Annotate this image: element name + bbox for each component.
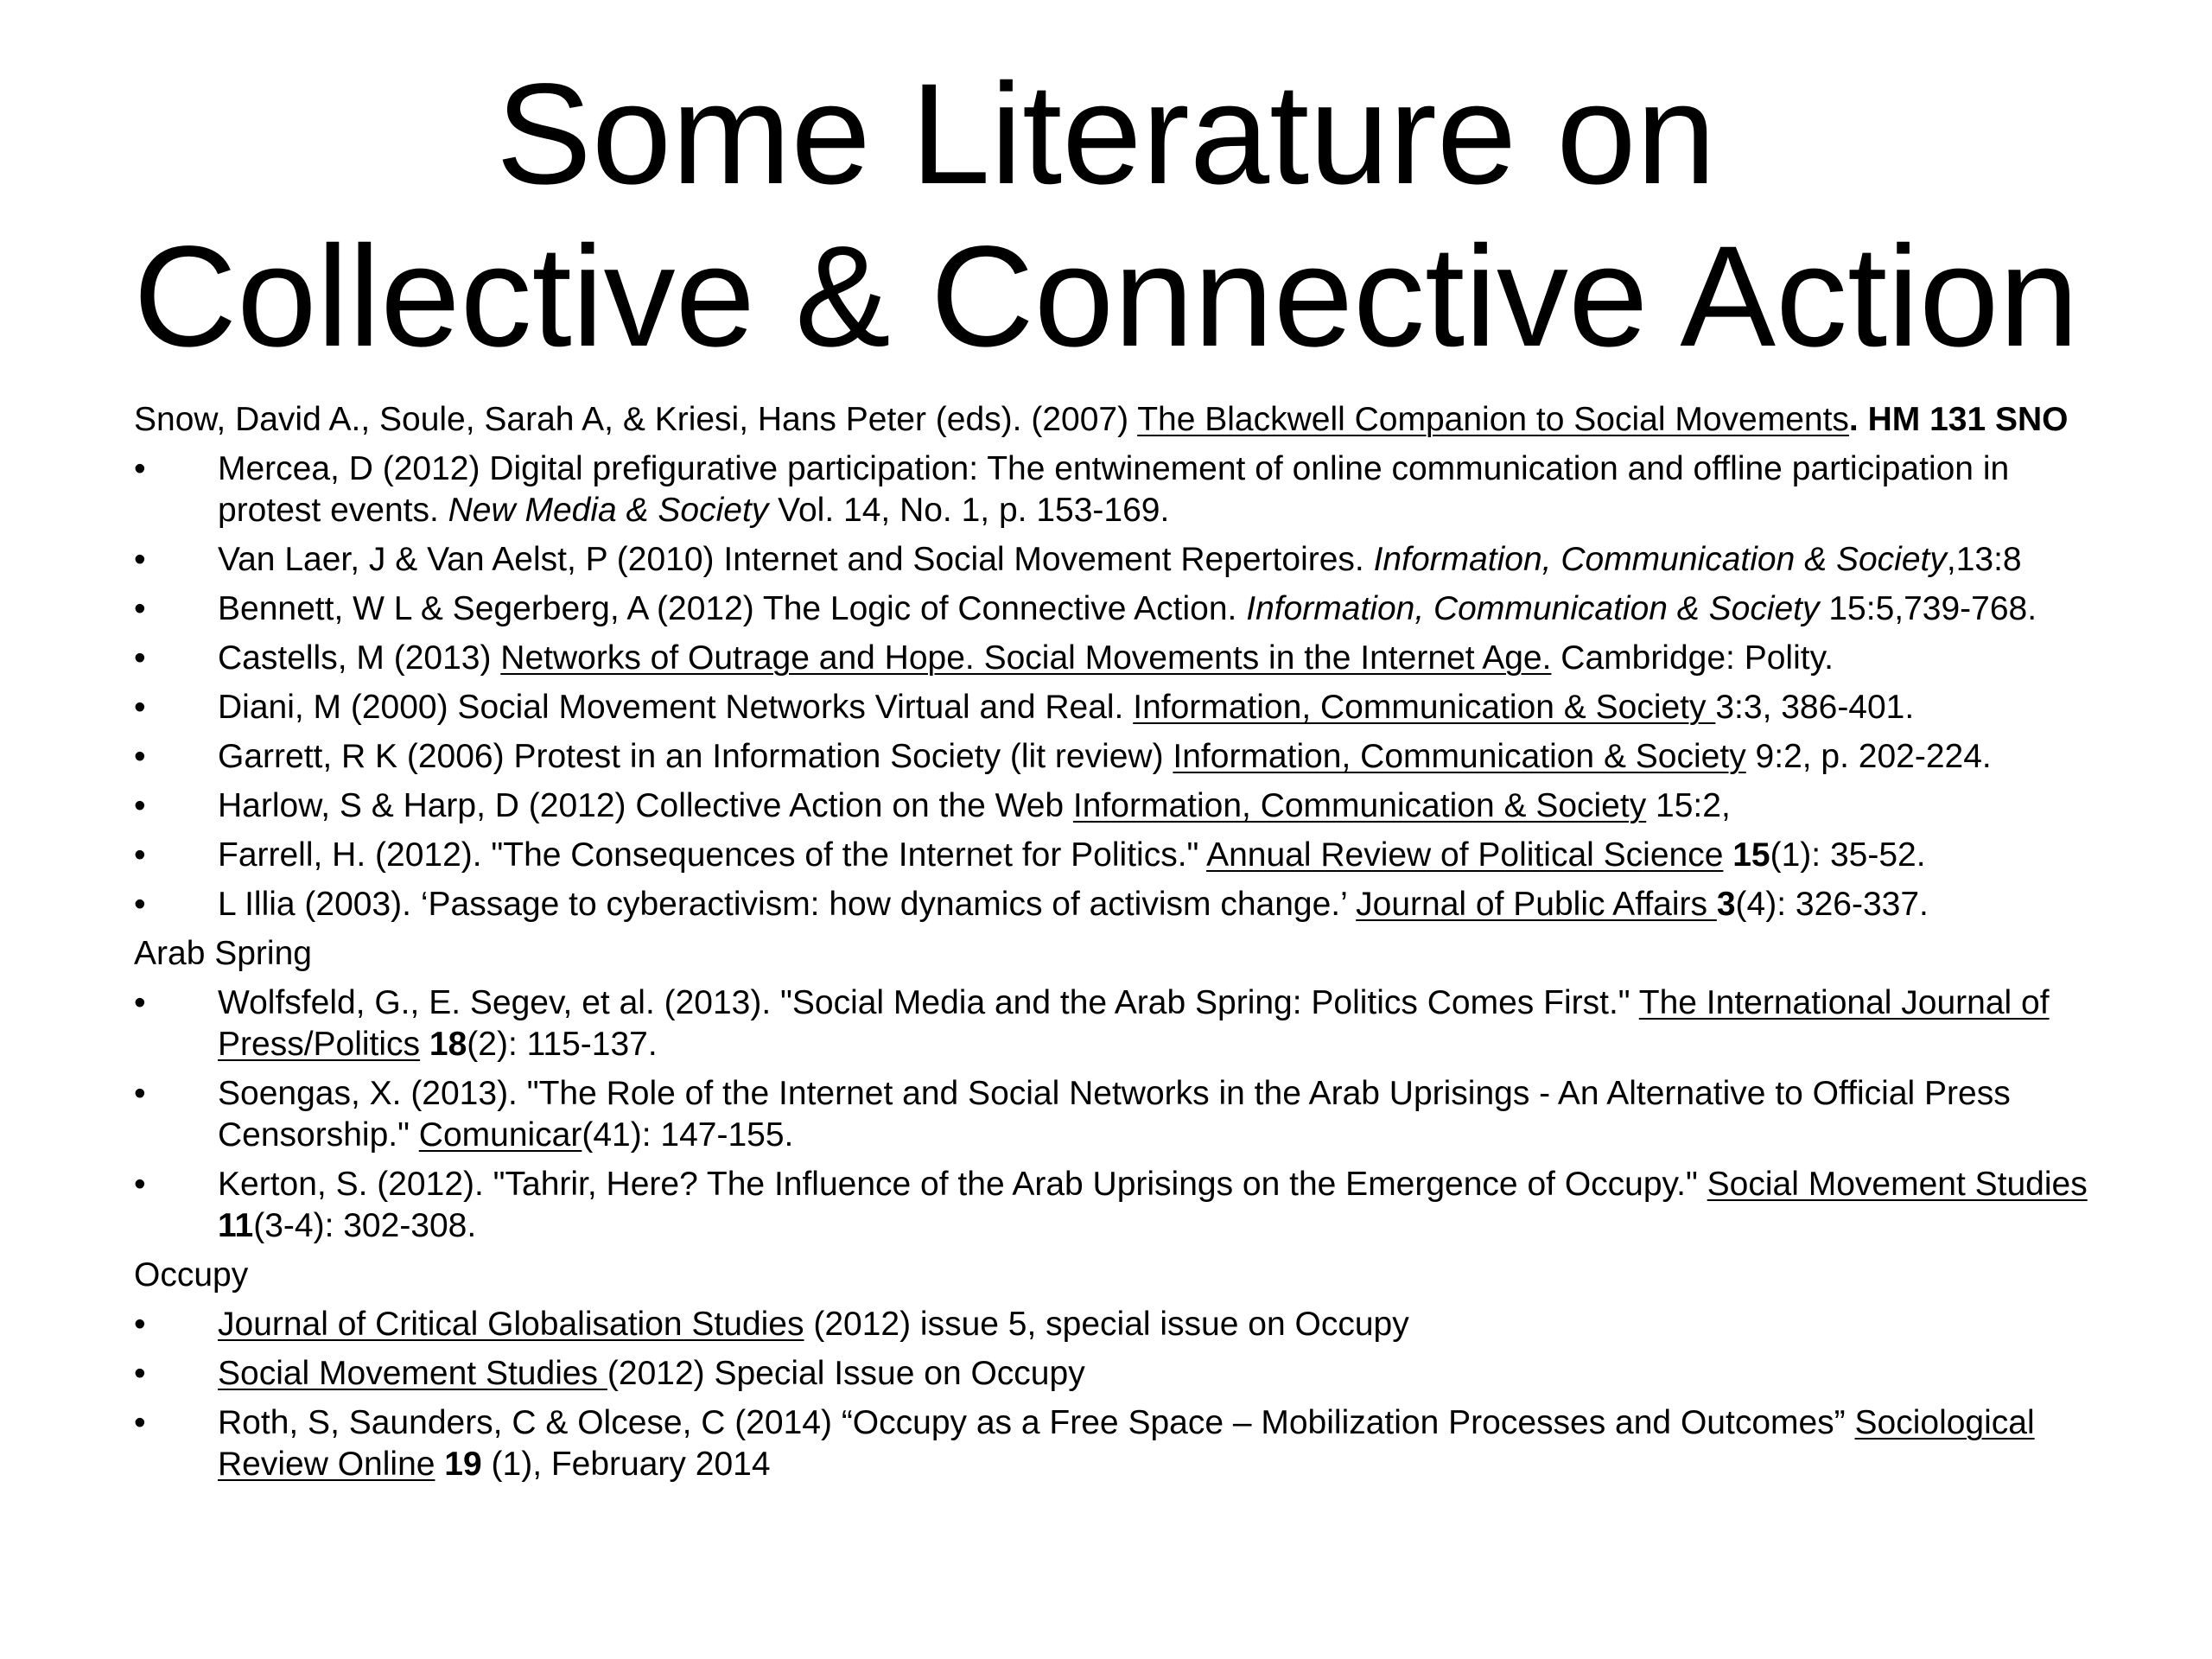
ref-details: (1): 35-52. [1770, 836, 1926, 874]
bullet-icon: • [134, 787, 146, 824]
bullet-icon: • [134, 984, 146, 1021]
ref-text: Diani, M (2000) Social Movement Networks Virtual and Real. [218, 689, 1134, 726]
ref-source-link[interactable]: The Blackwell Companion to Social Movements [1137, 401, 1849, 438]
reference-diani [134, 687, 2121, 728]
reference-garrett [134, 736, 2121, 778]
bullet-icon: • [134, 1355, 146, 1392]
ref-source-link[interactable]: Journal of Critical Globalisation Studies [218, 1306, 804, 1343]
ref-text: Snow, David A., Soule, Sarah A, & Kriesi, Hans Peter (eds). (2007) [134, 401, 1138, 438]
ref-details: (4): 326-337. [1735, 886, 1929, 923]
reference-illia [134, 884, 2121, 925]
bullet-icon: • [134, 450, 146, 487]
ref-text: Farrell, H. (2012). "The Consequences of the Internet for Politics." [218, 836, 1207, 874]
ref-volume: 3 [1716, 886, 1736, 923]
bullet-icon: • [134, 639, 146, 677]
reference-kerton [134, 1164, 2121, 1247]
ref-journal: Information, Communication & Society [1373, 541, 1947, 578]
reference-jcgs [134, 1304, 2121, 1345]
bullet-icon: • [134, 1404, 146, 1441]
bullet-icon: • [134, 541, 146, 578]
ref-text: Roth, S, Saunders, C & Olcese, C (2014) “Occupy as a Free Space – Mobilization Processes and Outcomes” [218, 1404, 1855, 1441]
ref-shelfmark: . HM 131 SNO [1848, 401, 2069, 438]
ref-source-link[interactable]: Sociological Review Online [218, 1404, 2035, 1483]
ref-text: Harlow, S & Harp, D (2012) Collective Action on the Web [218, 787, 1073, 824]
bullet-icon: • [134, 1306, 146, 1343]
ref-volume: 11 [218, 1207, 254, 1244]
ref-details: 15:5,739-768. [1819, 590, 2037, 627]
ref-spacer [435, 1446, 444, 1483]
bullet-icon: • [134, 886, 146, 923]
ref-details: (2012) issue 5, special issue on Occupy [804, 1306, 1409, 1343]
reference-soengas [134, 1073, 2121, 1156]
ref-volume: 18 [429, 1026, 467, 1063]
ref-source-link[interactable]: Information, Communication & Society [1173, 738, 1746, 775]
ref-source-link[interactable]: Information, Communication & Society [1072, 787, 1647, 824]
ref-details: (2): 115-137. [467, 1026, 658, 1063]
ref-text: Wolfsfeld, G., E. Segev, et al. (2013). "Social Media and the Arab Spring: Politics Comes First." [218, 984, 1639, 1021]
section-heading-occupy: Occupy [134, 1256, 249, 1294]
reference-list [134, 399, 2121, 1493]
ref-text: Kerton, S. (2012). "Tahrir, Here? The Influence of the Arab Uprisings on the Emergence of Occupy." [218, 1166, 1707, 1203]
ref-source-link[interactable]: Social Movement Studies [218, 1355, 607, 1392]
reference-sms [134, 1353, 2121, 1395]
reference-wolfsfeld [134, 982, 2121, 1065]
ref-details: ,13:8 [1946, 541, 2022, 578]
section-heading-arab-spring: Arab Spring [134, 935, 312, 972]
ref-text: Mercea, D (2012) Digital prefigurative participation: The entwinement of online communication and offline participation in protest events. [218, 450, 2010, 529]
ref-source-link[interactable]: Comunicar [418, 1116, 582, 1154]
ref-details: Cambridge: Polity. [1551, 639, 1834, 677]
reference-bennett [134, 588, 2121, 630]
reference-vanlaer [134, 539, 2121, 581]
ref-journal: Information, Communication & Society [1246, 590, 1820, 627]
ref-text: Van Laer, J & Van Aelst, P (2010) Internet and Social Movement Repertoires. [218, 541, 1374, 578]
reference-snow [134, 399, 2121, 441]
bullet-icon: • [134, 590, 146, 627]
ref-details: (3-4): 302-308. [253, 1207, 477, 1244]
ref-text: Castells, M (2013) [218, 639, 501, 677]
ref-journal: New Media & Society [448, 492, 769, 529]
bullet-icon: • [134, 1166, 146, 1203]
slide-title [0, 54, 2212, 378]
ref-details: Vol. 14, No. 1, p. 153-169. [768, 492, 1170, 529]
reference-roth [134, 1402, 2121, 1485]
ref-text: Garrett, R K (2006) Protest in an Information Society (lit review) [218, 738, 1173, 775]
title-line-1: Some Literature on [496, 54, 1716, 214]
ref-details: 15:2, [1646, 787, 1731, 824]
reference-farrell [134, 835, 2121, 876]
ref-source-link[interactable]: The International Journal of Press/Politics [218, 984, 2050, 1063]
ref-details: (1), February 2014 [481, 1446, 771, 1483]
ref-spacer [420, 1026, 429, 1063]
ref-spacer [1723, 836, 1732, 874]
ref-details: (2012) Special Issue on Occupy [607, 1355, 1085, 1392]
ref-source-link[interactable]: Social Movement Studies [1707, 1166, 2088, 1203]
ref-source-link[interactable]: Journal of Public Affairs [1356, 886, 1717, 923]
ref-text: L Illia (2003). ‘Passage to cyberactivism: how dynamics of activism change.’ [218, 886, 1357, 923]
bullet-icon: • [134, 689, 146, 726]
reference-harlow [134, 785, 2121, 827]
ref-details: 3:3, 386-401. [1715, 689, 1915, 726]
ref-source-link[interactable]: Networks of Outrage and Hope. Social Movements in the Internet Age. [500, 639, 1552, 677]
ref-volume: 15 [1732, 836, 1770, 874]
ref-volume: 19 [444, 1446, 482, 1483]
reference-castells [134, 638, 2121, 679]
bullet-icon: • [134, 836, 146, 874]
reference-mercea [134, 448, 2121, 531]
ref-text: Soengas, X. (2013). "The Role of the Internet and Social Networks in the Arab Uprisings - An Alternative to Official Press Censorship." [218, 1075, 2011, 1154]
title-line-2: Collective & Connective Action [133, 217, 2079, 377]
ref-details: 9:2, p. 202-224. [1745, 738, 1992, 775]
ref-text: Bennett, W L & Segerberg, A (2012) The Logic of Connective Action. [218, 590, 1247, 627]
ref-source-link[interactable]: Annual Review of Political Science [1206, 836, 1724, 874]
bullet-icon: • [134, 1075, 146, 1112]
bullet-icon: • [134, 738, 146, 775]
ref-source-link[interactable]: Information, Communication & Society [1133, 689, 1716, 726]
ref-details: (41): 147-155. [582, 1116, 794, 1154]
